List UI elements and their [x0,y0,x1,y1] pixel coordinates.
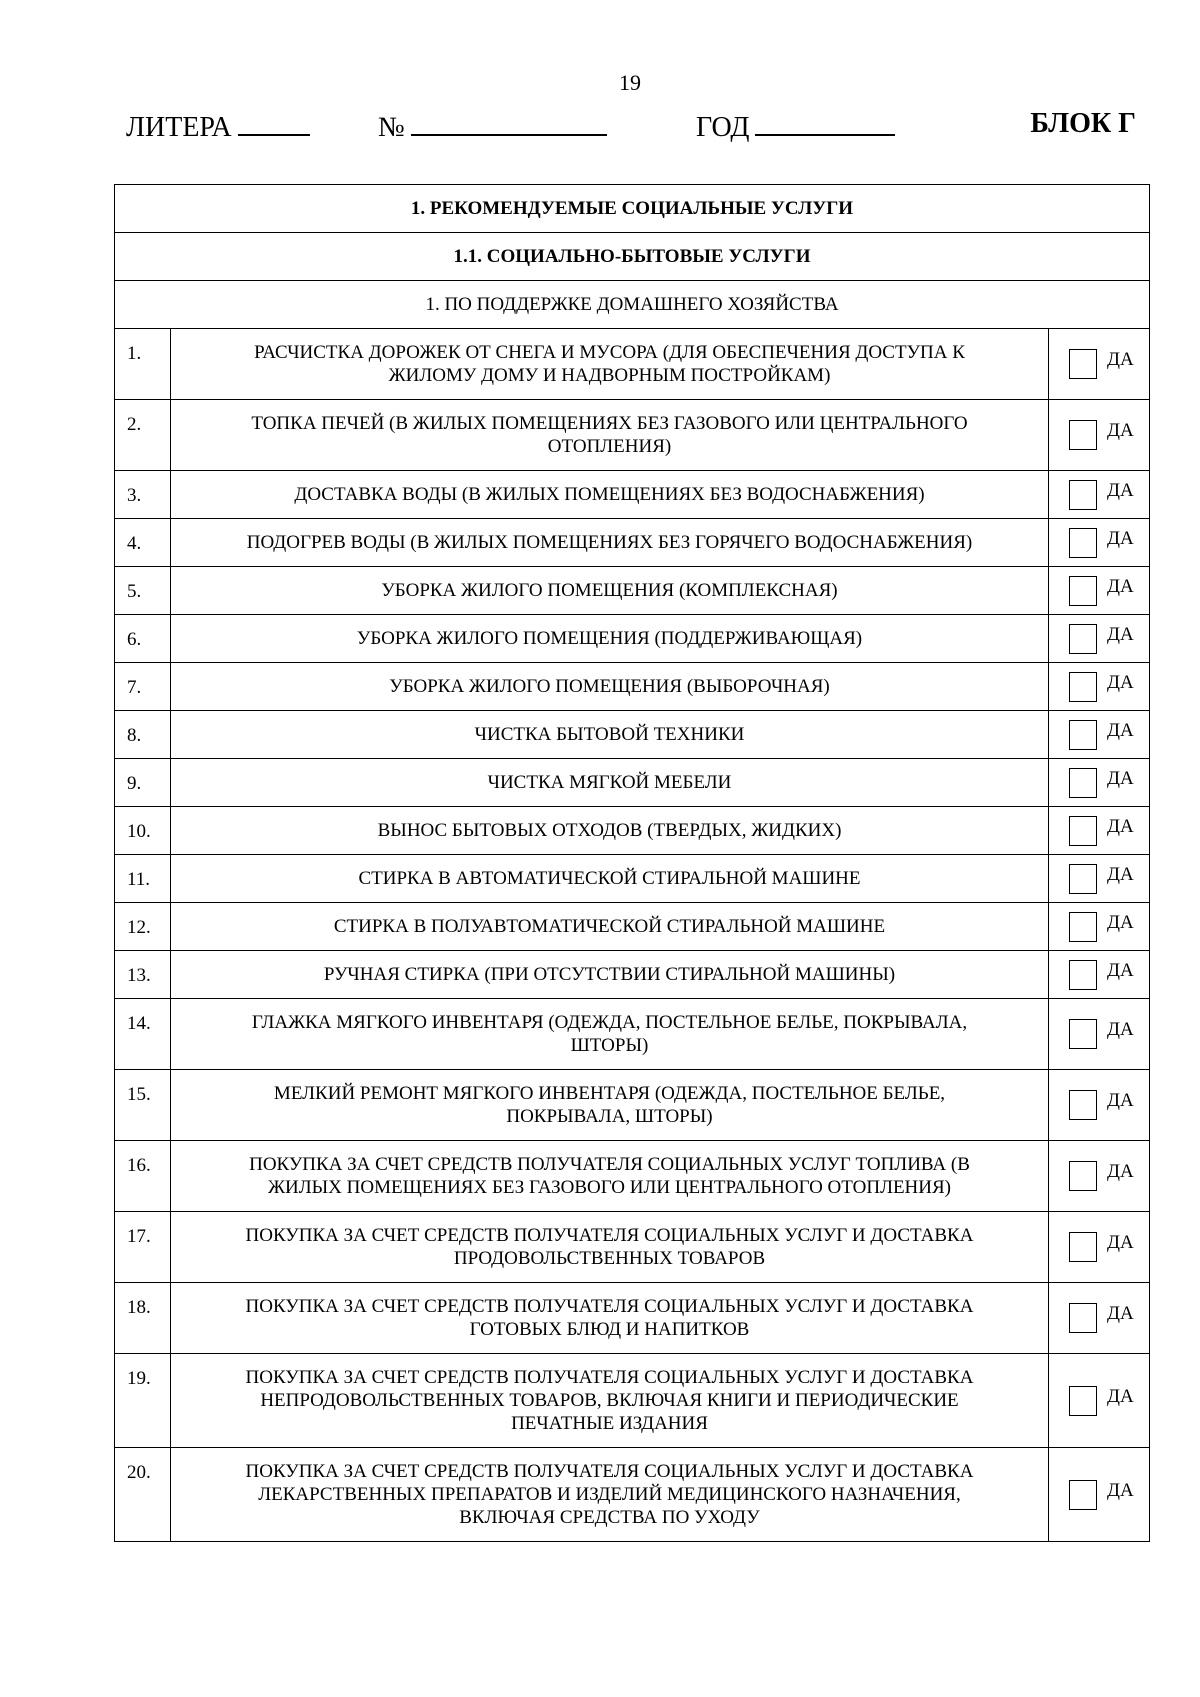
service-description: СТИРКА В ПОЛУАВТОМАТИЧЕСКОЙ СТИРАЛЬНОЙ МАШИНЕ [171,903,1049,951]
service-description: ПОКУПКА ЗА СЧЕТ СРЕДСТВ ПОЛУЧАТЕЛЯ СОЦИАЛЬНЫХ УСЛУГ ТОПЛИВА (В ЖИЛЫХ ПОМЕЩЕНИЯХ БЕЗ ГАЗОВОГО ИЛИ ЦЕНТРАЛЬНОГО ОТОПЛЕНИЯ) [171,1141,1049,1212]
service-number: 17. [115,1212,171,1283]
service-description: ПОКУПКА ЗА СЧЕТ СРЕДСТВ ПОЛУЧАТЕЛЯ СОЦИАЛЬНЫХ УСЛУГ И ДОСТАВКА ПРОДОВОЛЬСТВЕННЫХ ТОВАРОВ [171,1212,1049,1283]
yes-option [1049,576,1149,606]
yes-option [1049,349,1149,379]
yes-label: ДА [1107,479,1134,501]
number-field [378,108,607,144]
yes-checkbox[interactable] [1069,1303,1097,1333]
service-row [115,951,1150,999]
yes-cell [1049,1283,1150,1354]
service-number: 5. [115,567,171,615]
form-header [126,108,1136,144]
number-label: № [378,112,405,143]
yes-option [1049,912,1149,942]
litera-blank[interactable] [238,108,310,136]
service-description: ПОКУПКА ЗА СЧЕТ СРЕДСТВ ПОЛУЧАТЕЛЯ СОЦИАЛЬНЫХ УСЛУГ И ДОСТАВКА НЕПРОДОВОЛЬСТВЕННЫХ ТОВАРОВ, ВКЛЮЧАЯ КНИГИ И ПЕРИОДИЧЕСКИЕ ПЕЧАТНЫЕ ИЗДАНИЯ [171,1354,1049,1448]
service-number: 11. [115,855,171,903]
subsection-title-row [115,233,1150,281]
yes-checkbox[interactable] [1069,1090,1097,1120]
yes-checkbox[interactable] [1069,816,1097,846]
service-number: 15. [115,1070,171,1141]
service-row [115,663,1150,711]
yes-cell [1049,471,1150,519]
yes-label: ДА [1107,420,1134,441]
service-row [115,1070,1150,1141]
yes-cell [1049,567,1150,615]
section-title: 1. РЕКОМЕНДУЕМЫЕ СОЦИАЛЬНЫЕ УСЛУГИ [115,185,1150,233]
service-description: ПОКУПКА ЗА СЧЕТ СРЕДСТВ ПОЛУЧАТЕЛЯ СОЦИАЛЬНЫХ УСЛУГ И ДОСТАВКА ЛЕКАРСТВЕННЫХ ПРЕПАРАТОВ И ИЗДЕЛИЙ МЕДИЦИНСКОГО НАЗНАЧЕНИЯ, ВКЛЮЧАЯ СРЕДСТВА ПО УХОДУ [171,1448,1049,1542]
service-description: ТОПКА ПЕЧЕЙ (В ЖИЛЫХ ПОМЕЩЕНИЯХ БЕЗ ГАЗОВОГО ИЛИ ЦЕНТРАЛЬНОГО ОТОПЛЕНИЯ) [171,400,1049,471]
yes-label: ДА [1107,671,1134,693]
yes-cell [1049,1354,1150,1448]
yes-checkbox[interactable] [1069,1386,1097,1416]
yes-label: ДА [1107,575,1134,597]
service-number: 7. [115,663,171,711]
yes-option [1049,1019,1149,1049]
service-row [115,1448,1150,1542]
service-row [115,711,1150,759]
yes-option [1049,1090,1149,1120]
service-number: 4. [115,519,171,567]
yes-cell [1049,951,1150,999]
service-row [115,567,1150,615]
section-title-row [115,185,1150,233]
service-row [115,471,1150,519]
yes-cell [1049,807,1150,855]
yes-checkbox[interactable] [1069,420,1097,450]
yes-label: ДА [1107,1090,1134,1111]
yes-option [1049,720,1149,750]
service-number: 8. [115,711,171,759]
yes-option [1049,960,1149,990]
service-number: 9. [115,759,171,807]
yes-label: ДА [1107,1161,1134,1182]
yes-cell [1049,999,1150,1070]
yes-option [1049,528,1149,558]
yes-option [1049,624,1149,654]
number-blank[interactable] [411,108,607,136]
service-number: 2. [115,400,171,471]
service-description: ДОСТАВКА ВОДЫ (В ЖИЛЫХ ПОМЕЩЕНИЯХ БЕЗ ВОДОСНАБЖЕНИЯ) [171,471,1049,519]
yes-option [1049,768,1149,798]
yes-cell [1049,663,1150,711]
yes-cell [1049,1212,1150,1283]
subsection-title: 1.1. СОЦИАЛЬНО-БЫТОВЫЕ УСЛУГИ [115,233,1150,281]
service-description: МЕЛКИЙ РЕМОНТ МЯГКОГО ИНВЕНТАРЯ (ОДЕЖДА, ПОСТЕЛЬНОЕ БЕЛЬЕ, ПОКРЫВАЛА, ШТОРЫ) [171,1070,1049,1141]
service-row [115,999,1150,1070]
yes-option [1049,1303,1149,1333]
yes-option [1049,1232,1149,1262]
service-number: 12. [115,903,171,951]
block-label: БЛОК Г [1030,108,1136,139]
yes-label: ДА [1107,863,1134,885]
yes-label: ДА [1107,911,1134,933]
yes-checkbox[interactable] [1069,576,1097,606]
yes-cell [1049,329,1150,400]
yes-label: ДА [1107,527,1134,549]
service-row [115,759,1150,807]
service-number: 14. [115,999,171,1070]
yes-checkbox[interactable] [1069,960,1097,990]
service-row [115,903,1150,951]
service-description: УБОРКА ЖИЛОГО ПОМЕЩЕНИЯ (ПОДДЕРЖИВАЮЩАЯ) [171,615,1049,663]
service-row [115,519,1150,567]
service-description: СТИРКА В АВТОМАТИЧЕСКОЙ СТИРАЛЬНОЙ МАШИНЕ [171,855,1049,903]
yes-cell [1049,519,1150,567]
yes-cell [1049,400,1150,471]
yes-option [1049,1161,1149,1191]
year-blank[interactable] [755,108,895,136]
service-description: ПОДОГРЕВ ВОДЫ (В ЖИЛЫХ ПОМЕЩЕНИЯХ БЕЗ ГОРЯЧЕГО ВОДОСНАБЖЕНИЯ) [171,519,1049,567]
yes-checkbox[interactable] [1069,768,1097,798]
service-number: 6. [115,615,171,663]
yes-checkbox[interactable] [1069,672,1097,702]
services-table [114,184,1150,1542]
service-description: УБОРКА ЖИЛОГО ПОМЕЩЕНИЯ (ВЫБОРОЧНАЯ) [171,663,1049,711]
service-description: РАСЧИСТКА ДОРОЖЕК ОТ СНЕГА И МУСОРА (ДЛЯ ОБЕСПЕЧЕНИЯ ДОСТУПА К ЖИЛОМУ ДОМУ И НАДВОРНЫМ ПОСТРОЙКАМ) [171,329,1049,400]
yes-label: ДА [1107,1019,1134,1040]
yes-checkbox[interactable] [1069,1232,1097,1262]
yes-option [1049,480,1149,510]
service-number: 1. [115,329,171,400]
yes-cell [1049,855,1150,903]
year-label: ГОД [696,112,750,143]
service-row [115,1212,1150,1283]
service-row [115,1141,1150,1212]
yes-cell [1049,615,1150,663]
yes-label: ДА [1107,349,1134,370]
yes-cell [1049,1141,1150,1212]
service-row [115,1354,1150,1448]
yes-checkbox[interactable] [1069,349,1097,379]
yes-label: ДА [1107,959,1134,981]
yes-option [1049,816,1149,846]
yes-checkbox[interactable] [1069,720,1097,750]
yes-label: ДА [1107,1479,1134,1501]
yes-label: ДА [1107,815,1134,837]
service-row [115,855,1150,903]
service-description: РУЧНАЯ СТИРКА (ПРИ ОТСУТСТВИИ СТИРАЛЬНОЙ МАШИНЫ) [171,951,1049,999]
yes-option [1049,672,1149,702]
yes-option [1049,1480,1149,1510]
service-number: 18. [115,1283,171,1354]
service-number: 19. [115,1354,171,1448]
page-number: 19 [619,70,641,95]
service-row [115,615,1150,663]
yes-checkbox[interactable] [1069,624,1097,654]
service-description: ЧИСТКА БЫТОВОЙ ТЕХНИКИ [171,711,1049,759]
yes-checkbox[interactable] [1069,912,1097,942]
litera-label: ЛИТЕРА [126,112,232,143]
service-row [115,807,1150,855]
yes-option [1049,1386,1149,1416]
service-number: 20. [115,1448,171,1542]
service-number: 13. [115,951,171,999]
service-description: ГЛАЖКА МЯГКОГО ИНВЕНТАРЯ (ОДЕЖДА, ПОСТЕЛЬНОЕ БЕЛЬЕ, ПОКРЫВАЛА, ШТОРЫ) [171,999,1049,1070]
yes-label: ДА [1107,767,1134,789]
yes-checkbox[interactable] [1069,864,1097,894]
service-row [115,1283,1150,1354]
yes-option [1049,864,1149,894]
yes-label: ДА [1107,1303,1134,1324]
yes-option [1049,420,1149,450]
yes-checkbox[interactable] [1069,528,1097,558]
yes-label: ДА [1107,1385,1134,1407]
year-field [696,108,895,144]
service-number: 16. [115,1141,171,1212]
service-description: ЧИСТКА МЯГКОЙ МЕБЕЛИ [171,759,1049,807]
yes-cell [1049,903,1150,951]
yes-cell [1049,1448,1150,1542]
yes-label: ДА [1107,719,1134,741]
service-row [115,329,1150,400]
yes-checkbox[interactable] [1069,1480,1097,1510]
service-number: 10. [115,807,171,855]
yes-cell [1049,1070,1150,1141]
litera-field [126,108,310,144]
yes-label: ДА [1107,623,1134,645]
yes-checkbox[interactable] [1069,480,1097,510]
yes-cell [1049,759,1150,807]
service-description: УБОРКА ЖИЛОГО ПОМЕЩЕНИЯ (КОМПЛЕКСНАЯ) [171,567,1049,615]
group-title: 1. ПО ПОДДЕРЖКЕ ДОМАШНЕГО ХОЗЯЙСТВА [115,281,1150,329]
yes-checkbox[interactable] [1069,1161,1097,1191]
service-description: ПОКУПКА ЗА СЧЕТ СРЕДСТВ ПОЛУЧАТЕЛЯ СОЦИАЛЬНЫХ УСЛУГ И ДОСТАВКА ГОТОВЫХ БЛЮД И НАПИТКОВ [171,1283,1049,1354]
service-number: 3. [115,471,171,519]
service-description: ВЫНОС БЫТОВЫХ ОТХОДОВ (ТВЕРДЫХ, ЖИДКИХ) [171,807,1049,855]
service-row [115,400,1150,471]
group-title-row [115,281,1150,329]
yes-label: ДА [1107,1232,1134,1253]
yes-checkbox[interactable] [1069,1019,1097,1049]
yes-cell [1049,711,1150,759]
